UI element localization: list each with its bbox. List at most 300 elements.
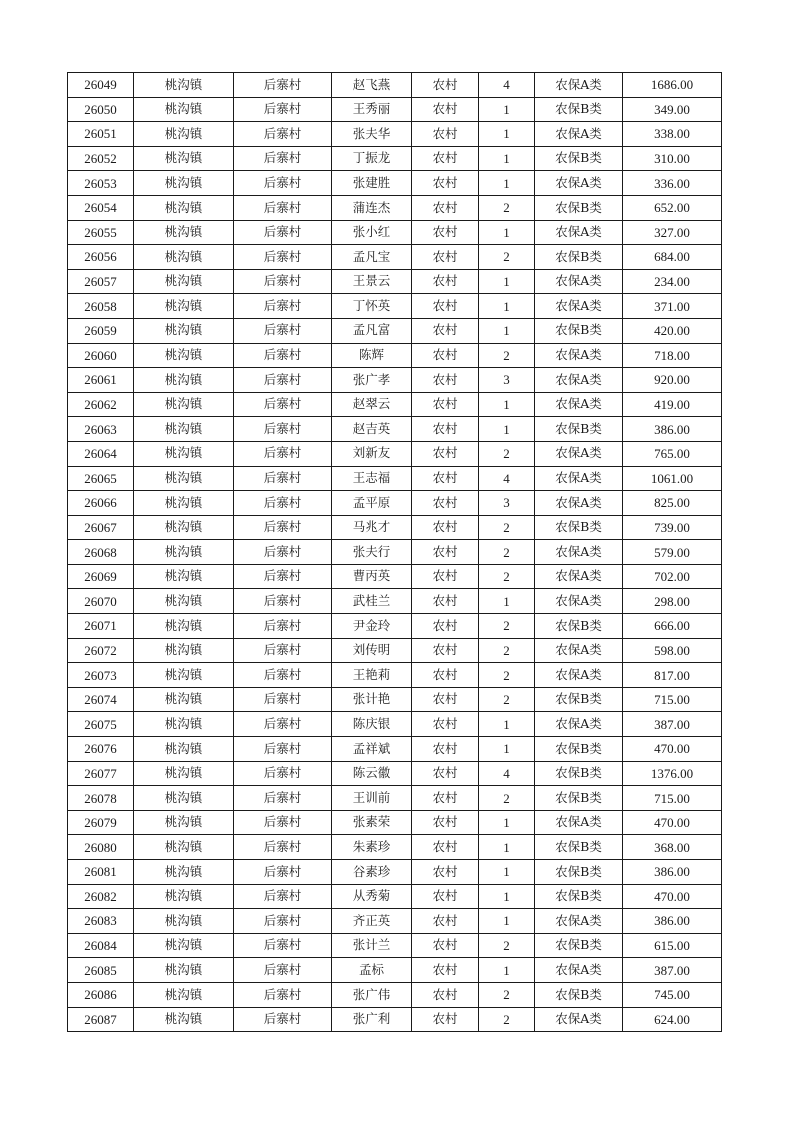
cell-amount: 336.00 [623,171,722,196]
table-row [68,810,722,835]
table-row [68,515,722,540]
cell-town: 桃沟镇 [134,245,234,270]
cell-category: 农保A类 [535,343,623,368]
cell-village: 后寨村 [234,589,332,614]
cell-id: 26069 [68,564,134,589]
cell-amount: 234.00 [623,269,722,294]
cell-category: 农保A类 [535,466,623,491]
cell-person-count: 3 [479,491,535,516]
cell-category: 农保A类 [535,958,623,983]
table-row [68,589,722,614]
cell-household-type: 农村 [412,1007,479,1032]
cell-household-type: 农村 [412,392,479,417]
cell-village: 后寨村 [234,97,332,122]
table-row [68,958,722,983]
cell-person-count: 2 [479,540,535,565]
cell-town: 桃沟镇 [134,786,234,811]
table-body [68,73,722,1032]
cell-id: 26049 [68,73,134,98]
cell-village: 后寨村 [234,318,332,343]
cell-amount: 420.00 [623,318,722,343]
cell-person-count: 2 [479,245,535,270]
cell-id: 26060 [68,343,134,368]
table-row [68,368,722,393]
cell-name: 张夫华 [332,122,412,147]
cell-town: 桃沟镇 [134,441,234,466]
table-row [68,122,722,147]
cell-amount: 579.00 [623,540,722,565]
cell-town: 桃沟镇 [134,417,234,442]
cell-household-type: 农村 [412,220,479,245]
cell-town: 桃沟镇 [134,589,234,614]
table-row [68,220,722,245]
cell-town: 桃沟镇 [134,638,234,663]
cell-village: 后寨村 [234,761,332,786]
cell-household-type: 农村 [412,73,479,98]
cell-id: 26073 [68,663,134,688]
cell-person-count: 2 [479,1007,535,1032]
table-row [68,884,722,909]
cell-category: 农保B类 [535,687,623,712]
cell-name: 张广孝 [332,368,412,393]
cell-name: 孟标 [332,958,412,983]
cell-village: 后寨村 [234,73,332,98]
cell-household-type: 农村 [412,122,479,147]
cell-town: 桃沟镇 [134,122,234,147]
cell-person-count: 2 [479,564,535,589]
cell-town: 桃沟镇 [134,540,234,565]
cell-name: 张广伟 [332,982,412,1007]
table-row [68,786,722,811]
cell-person-count: 1 [479,269,535,294]
cell-category: 农保B类 [535,933,623,958]
cell-amount: 1061.00 [623,466,722,491]
cell-category: 农保A类 [535,810,623,835]
cell-category: 农保B类 [535,195,623,220]
cell-village: 后寨村 [234,909,332,934]
cell-name: 刘传明 [332,638,412,663]
cell-person-count: 2 [479,343,535,368]
cell-name: 王秀丽 [332,97,412,122]
cell-id: 26084 [68,933,134,958]
table-row [68,638,722,663]
cell-household-type: 农村 [412,933,479,958]
cell-village: 后寨村 [234,663,332,688]
cell-town: 桃沟镇 [134,1007,234,1032]
cell-person-count: 1 [479,712,535,737]
cell-household-type: 农村 [412,958,479,983]
cell-name: 王训前 [332,786,412,811]
cell-person-count: 1 [479,860,535,885]
cell-name: 丁振龙 [332,146,412,171]
cell-person-count: 2 [479,614,535,639]
cell-household-type: 农村 [412,564,479,589]
cell-village: 后寨村 [234,466,332,491]
cell-person-count: 1 [479,810,535,835]
cell-amount: 615.00 [623,933,722,958]
cell-name: 丁怀英 [332,294,412,319]
cell-village: 后寨村 [234,195,332,220]
cell-village: 后寨村 [234,982,332,1007]
cell-category: 农保B类 [535,245,623,270]
cell-id: 26071 [68,614,134,639]
cell-amount: 387.00 [623,958,722,983]
cell-id: 26072 [68,638,134,663]
cell-household-type: 农村 [412,146,479,171]
cell-category: 农保A类 [535,564,623,589]
cell-id: 26066 [68,491,134,516]
cell-amount: 371.00 [623,294,722,319]
cell-village: 后寨村 [234,441,332,466]
cell-household-type: 农村 [412,761,479,786]
cell-town: 桃沟镇 [134,515,234,540]
cell-category: 农保A类 [535,1007,623,1032]
cell-name: 孟平原 [332,491,412,516]
cell-town: 桃沟镇 [134,146,234,171]
cell-village: 后寨村 [234,860,332,885]
cell-town: 桃沟镇 [134,712,234,737]
cell-category: 农保B类 [535,737,623,762]
cell-name: 刘新友 [332,441,412,466]
cell-id: 26065 [68,466,134,491]
cell-amount: 817.00 [623,663,722,688]
cell-name: 张广利 [332,1007,412,1032]
cell-id: 26057 [68,269,134,294]
cell-person-count: 2 [479,195,535,220]
cell-amount: 598.00 [623,638,722,663]
cell-town: 桃沟镇 [134,269,234,294]
cell-village: 后寨村 [234,269,332,294]
cell-name: 曹丙英 [332,564,412,589]
cell-household-type: 农村 [412,294,479,319]
cell-village: 后寨村 [234,515,332,540]
cell-household-type: 农村 [412,171,479,196]
table-row [68,761,722,786]
cell-town: 桃沟镇 [134,466,234,491]
cell-household-type: 农村 [412,269,479,294]
cell-amount: 715.00 [623,786,722,811]
cell-id: 26062 [68,392,134,417]
cell-village: 后寨村 [234,712,332,737]
cell-name: 王艳莉 [332,663,412,688]
cell-name: 王景云 [332,269,412,294]
cell-name: 蒲连杰 [332,195,412,220]
table-row [68,392,722,417]
cell-town: 桃沟镇 [134,392,234,417]
table-row [68,97,722,122]
cell-id: 26051 [68,122,134,147]
cell-town: 桃沟镇 [134,73,234,98]
cell-name: 孟祥斌 [332,737,412,762]
cell-town: 桃沟镇 [134,614,234,639]
cell-person-count: 4 [479,466,535,491]
cell-name: 谷素珍 [332,860,412,885]
cell-household-type: 农村 [412,540,479,565]
cell-name: 赵飞燕 [332,73,412,98]
cell-town: 桃沟镇 [134,958,234,983]
cell-category: 农保B类 [535,515,623,540]
cell-category: 农保A类 [535,171,623,196]
cell-town: 桃沟镇 [134,294,234,319]
cell-person-count: 1 [479,392,535,417]
cell-amount: 715.00 [623,687,722,712]
cell-household-type: 农村 [412,491,479,516]
cell-amount: 419.00 [623,392,722,417]
cell-amount: 718.00 [623,343,722,368]
cell-name: 马兆才 [332,515,412,540]
cell-id: 26054 [68,195,134,220]
cell-village: 后寨村 [234,392,332,417]
cell-town: 桃沟镇 [134,909,234,934]
cell-village: 后寨村 [234,220,332,245]
cell-id: 26087 [68,1007,134,1032]
cell-amount: 310.00 [623,146,722,171]
cell-category: 农保A类 [535,220,623,245]
cell-town: 桃沟镇 [134,97,234,122]
cell-name: 张夫行 [332,540,412,565]
cell-amount: 739.00 [623,515,722,540]
cell-category: 农保A类 [535,909,623,934]
cell-person-count: 2 [479,687,535,712]
cell-name: 陈庆银 [332,712,412,737]
cell-household-type: 农村 [412,589,479,614]
cell-person-count: 4 [479,73,535,98]
cell-person-count: 1 [479,97,535,122]
cell-household-type: 农村 [412,884,479,909]
cell-village: 后寨村 [234,958,332,983]
cell-household-type: 农村 [412,441,479,466]
cell-town: 桃沟镇 [134,318,234,343]
cell-household-type: 农村 [412,909,479,934]
cell-id: 26061 [68,368,134,393]
cell-town: 桃沟镇 [134,171,234,196]
cell-amount: 349.00 [623,97,722,122]
cell-village: 后寨村 [234,737,332,762]
cell-amount: 920.00 [623,368,722,393]
cell-town: 桃沟镇 [134,810,234,835]
cell-town: 桃沟镇 [134,884,234,909]
cell-person-count: 1 [479,122,535,147]
cell-town: 桃沟镇 [134,220,234,245]
cell-household-type: 农村 [412,786,479,811]
cell-name: 张小红 [332,220,412,245]
cell-person-count: 1 [479,294,535,319]
cell-household-type: 农村 [412,343,479,368]
cell-household-type: 农村 [412,515,479,540]
table-row [68,860,722,885]
table-row [68,146,722,171]
cell-name: 武桂兰 [332,589,412,614]
table-row [68,73,722,98]
table-row [68,269,722,294]
cell-town: 桃沟镇 [134,860,234,885]
cell-amount: 386.00 [623,909,722,934]
table-row [68,1007,722,1032]
cell-category: 农保B类 [535,146,623,171]
cell-person-count: 1 [479,884,535,909]
cell-name: 张素荣 [332,810,412,835]
cell-household-type: 农村 [412,466,479,491]
cell-amount: 702.00 [623,564,722,589]
cell-id: 26078 [68,786,134,811]
table-row [68,835,722,860]
cell-id: 26077 [68,761,134,786]
cell-village: 后寨村 [234,540,332,565]
cell-id: 26082 [68,884,134,909]
cell-village: 后寨村 [234,564,332,589]
table-row [68,245,722,270]
cell-amount: 386.00 [623,417,722,442]
table-row [68,564,722,589]
cell-category: 农保B类 [535,97,623,122]
cell-category: 农保A类 [535,638,623,663]
cell-category: 农保B类 [535,417,623,442]
cell-household-type: 农村 [412,318,479,343]
cell-amount: 652.00 [623,195,722,220]
cell-person-count: 2 [479,441,535,466]
cell-category: 农保A类 [535,441,623,466]
cell-person-count: 2 [479,933,535,958]
cell-household-type: 农村 [412,982,479,1007]
cell-town: 桃沟镇 [134,491,234,516]
cell-town: 桃沟镇 [134,368,234,393]
cell-category: 农保A类 [535,122,623,147]
cell-person-count: 1 [479,909,535,934]
cell-person-count: 1 [479,318,535,343]
cell-amount: 298.00 [623,589,722,614]
cell-id: 26083 [68,909,134,934]
cell-id: 26056 [68,245,134,270]
table-row [68,417,722,442]
cell-id: 26055 [68,220,134,245]
cell-id: 26053 [68,171,134,196]
cell-amount: 386.00 [623,860,722,885]
cell-town: 桃沟镇 [134,737,234,762]
cell-village: 后寨村 [234,417,332,442]
cell-name: 张计艳 [332,687,412,712]
table-row [68,318,722,343]
cell-person-count: 4 [479,761,535,786]
cell-category: 农保A类 [535,368,623,393]
cell-person-count: 2 [479,786,535,811]
cell-category: 农保B类 [535,761,623,786]
cell-household-type: 农村 [412,97,479,122]
cell-category: 农保A类 [535,663,623,688]
cell-amount: 684.00 [623,245,722,270]
cell-name: 从秀菊 [332,884,412,909]
cell-id: 26076 [68,737,134,762]
cell-id: 26081 [68,860,134,885]
cell-id: 26085 [68,958,134,983]
cell-id: 26052 [68,146,134,171]
cell-household-type: 农村 [412,614,479,639]
cell-person-count: 2 [479,515,535,540]
cell-category: 农保B类 [535,614,623,639]
cell-id: 26075 [68,712,134,737]
cell-id: 26068 [68,540,134,565]
cell-household-type: 农村 [412,638,479,663]
table-row [68,540,722,565]
cell-category: 农保A类 [535,392,623,417]
cell-amount: 825.00 [623,491,722,516]
cell-village: 后寨村 [234,343,332,368]
cell-household-type: 农村 [412,663,479,688]
cell-name: 齐正英 [332,909,412,934]
cell-person-count: 1 [479,737,535,762]
cell-person-count: 1 [479,220,535,245]
cell-name: 孟凡宝 [332,245,412,270]
cell-village: 后寨村 [234,638,332,663]
cell-amount: 765.00 [623,441,722,466]
cell-household-type: 农村 [412,835,479,860]
cell-category: 农保B类 [535,786,623,811]
cell-name: 王志福 [332,466,412,491]
cell-name: 尹金玲 [332,614,412,639]
cell-village: 后寨村 [234,294,332,319]
cell-village: 后寨村 [234,835,332,860]
cell-category: 农保B类 [535,982,623,1007]
cell-name: 孟凡富 [332,318,412,343]
cell-household-type: 农村 [412,810,479,835]
table-row [68,614,722,639]
cell-category: 农保B类 [535,860,623,885]
cell-village: 后寨村 [234,146,332,171]
cell-village: 后寨村 [234,884,332,909]
cell-town: 桃沟镇 [134,564,234,589]
cell-town: 桃沟镇 [134,835,234,860]
cell-id: 26074 [68,687,134,712]
cell-household-type: 农村 [412,687,479,712]
cell-name: 陈辉 [332,343,412,368]
table-row [68,712,722,737]
cell-name: 赵翠云 [332,392,412,417]
cell-category: 农保A类 [535,73,623,98]
cell-name: 朱素珍 [332,835,412,860]
cell-amount: 624.00 [623,1007,722,1032]
cell-household-type: 农村 [412,712,479,737]
table-row [68,909,722,934]
cell-amount: 470.00 [623,737,722,762]
cell-village: 后寨村 [234,245,332,270]
cell-id: 26079 [68,810,134,835]
cell-person-count: 1 [479,958,535,983]
beneficiary-table [67,72,722,1032]
cell-person-count: 2 [479,982,535,1007]
cell-id: 26067 [68,515,134,540]
cell-category: 农保A类 [535,589,623,614]
cell-person-count: 1 [479,589,535,614]
cell-town: 桃沟镇 [134,343,234,368]
cell-village: 后寨村 [234,687,332,712]
table-row [68,687,722,712]
cell-category: 农保A类 [535,712,623,737]
cell-amount: 666.00 [623,614,722,639]
cell-id: 26070 [68,589,134,614]
cell-town: 桃沟镇 [134,687,234,712]
cell-category: 农保A类 [535,540,623,565]
cell-person-count: 1 [479,417,535,442]
table-row [68,294,722,319]
cell-town: 桃沟镇 [134,663,234,688]
cell-category: 农保B类 [535,884,623,909]
cell-amount: 338.00 [623,122,722,147]
cell-amount: 470.00 [623,884,722,909]
cell-name: 赵吉英 [332,417,412,442]
cell-category: 农保A类 [535,491,623,516]
cell-village: 后寨村 [234,933,332,958]
cell-person-count: 1 [479,171,535,196]
cell-id: 26059 [68,318,134,343]
